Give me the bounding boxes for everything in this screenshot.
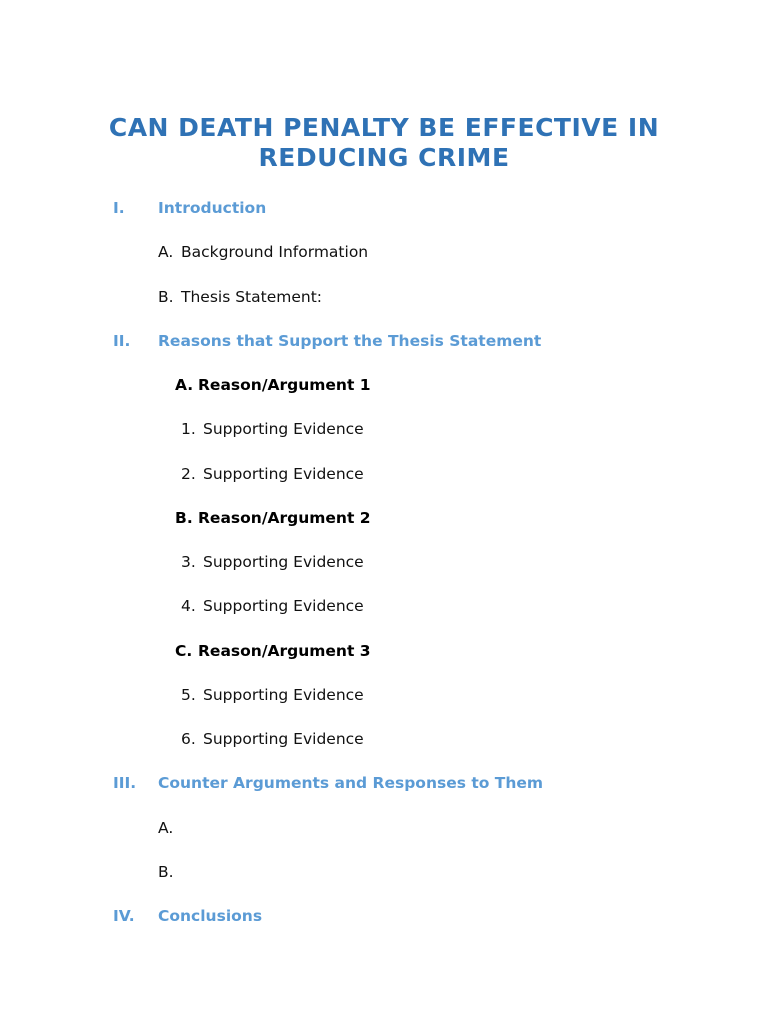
reason-a <box>198 375 371 395</box>
reason-text: Reason/Argument 3 <box>198 642 371 660</box>
evidence-text: Supporting Evidence <box>203 420 364 438</box>
section-1-heading <box>158 198 266 218</box>
counter-item-b <box>158 862 174 882</box>
reason-text: Reason/Argument 1 <box>198 376 371 394</box>
evidence-marker: 4. <box>181 597 196 615</box>
reason-c-marker <box>175 641 192 661</box>
section-3-numeral <box>113 773 136 793</box>
evidence-5 <box>203 685 364 705</box>
evidence-text: Supporting Evidence <box>203 730 364 748</box>
reason-marker: C. <box>175 642 193 660</box>
evidence-4-marker <box>181 596 196 616</box>
evidence-text: Supporting Evidence <box>203 465 364 483</box>
section-3-heading <box>158 773 543 793</box>
section-numeral: III. <box>113 774 137 792</box>
list-item-thesis <box>158 287 174 307</box>
evidence-1-marker <box>181 419 196 439</box>
evidence-3 <box>203 552 364 572</box>
evidence-5-marker <box>181 685 196 705</box>
list-item-background-text-wrap <box>181 242 368 262</box>
section-numeral: IV. <box>113 907 135 925</box>
evidence-marker: 1. <box>181 420 196 438</box>
reason-c <box>198 641 371 661</box>
list-marker: A. <box>158 243 174 261</box>
reason-marker: A. <box>175 376 194 394</box>
evidence-2 <box>203 464 364 484</box>
section-2-numeral <box>113 331 130 351</box>
evidence-text: Supporting Evidence <box>203 553 364 571</box>
evidence-marker: 5. <box>181 686 196 704</box>
reason-b-marker <box>175 508 193 528</box>
section-heading-label: Introduction <box>158 199 267 217</box>
evidence-marker: 6. <box>181 730 196 748</box>
section-numeral: I. <box>113 199 125 217</box>
list-item-background <box>158 242 173 262</box>
section-heading-label: Conclusions <box>158 907 263 925</box>
evidence-3-marker <box>181 552 196 572</box>
section-1-numeral <box>113 198 125 218</box>
document-title-line-1: CAN DEATH PENALTY BE EFFECTIVE IN <box>108 113 660 142</box>
list-marker: B. <box>158 863 174 881</box>
reason-a-marker <box>175 375 193 395</box>
list-item-text: Background Information <box>181 243 369 261</box>
document-title-line-2: REDUCING CRIME <box>258 143 510 172</box>
evidence-marker: 2. <box>181 465 196 483</box>
section-2-heading <box>158 331 541 351</box>
section-numeral: II. <box>113 332 131 350</box>
counter-item-a <box>158 818 173 838</box>
list-marker: B. <box>158 288 174 306</box>
evidence-1 <box>203 419 364 439</box>
reason-marker: B. <box>175 509 193 527</box>
evidence-4 <box>203 596 364 616</box>
evidence-2-marker <box>181 464 196 484</box>
section-heading-label: Counter Arguments and Responses to Them <box>158 774 544 792</box>
evidence-6-marker <box>181 729 196 749</box>
section-4-heading <box>158 906 262 926</box>
reason-text: Reason/Argument 2 <box>198 509 371 527</box>
evidence-marker: 3. <box>181 553 196 571</box>
section-4-numeral <box>113 906 135 926</box>
list-item-thesis-text-wrap <box>181 287 322 307</box>
list-marker: A. <box>158 819 174 837</box>
list-item-text: Thesis Statement: <box>181 288 322 306</box>
evidence-text: Supporting Evidence <box>203 686 364 704</box>
reason-b <box>198 508 371 528</box>
section-heading-label: Reasons that Support the Thesis Statement <box>158 332 542 350</box>
evidence-text: Supporting Evidence <box>203 597 364 615</box>
evidence-6 <box>203 729 364 749</box>
